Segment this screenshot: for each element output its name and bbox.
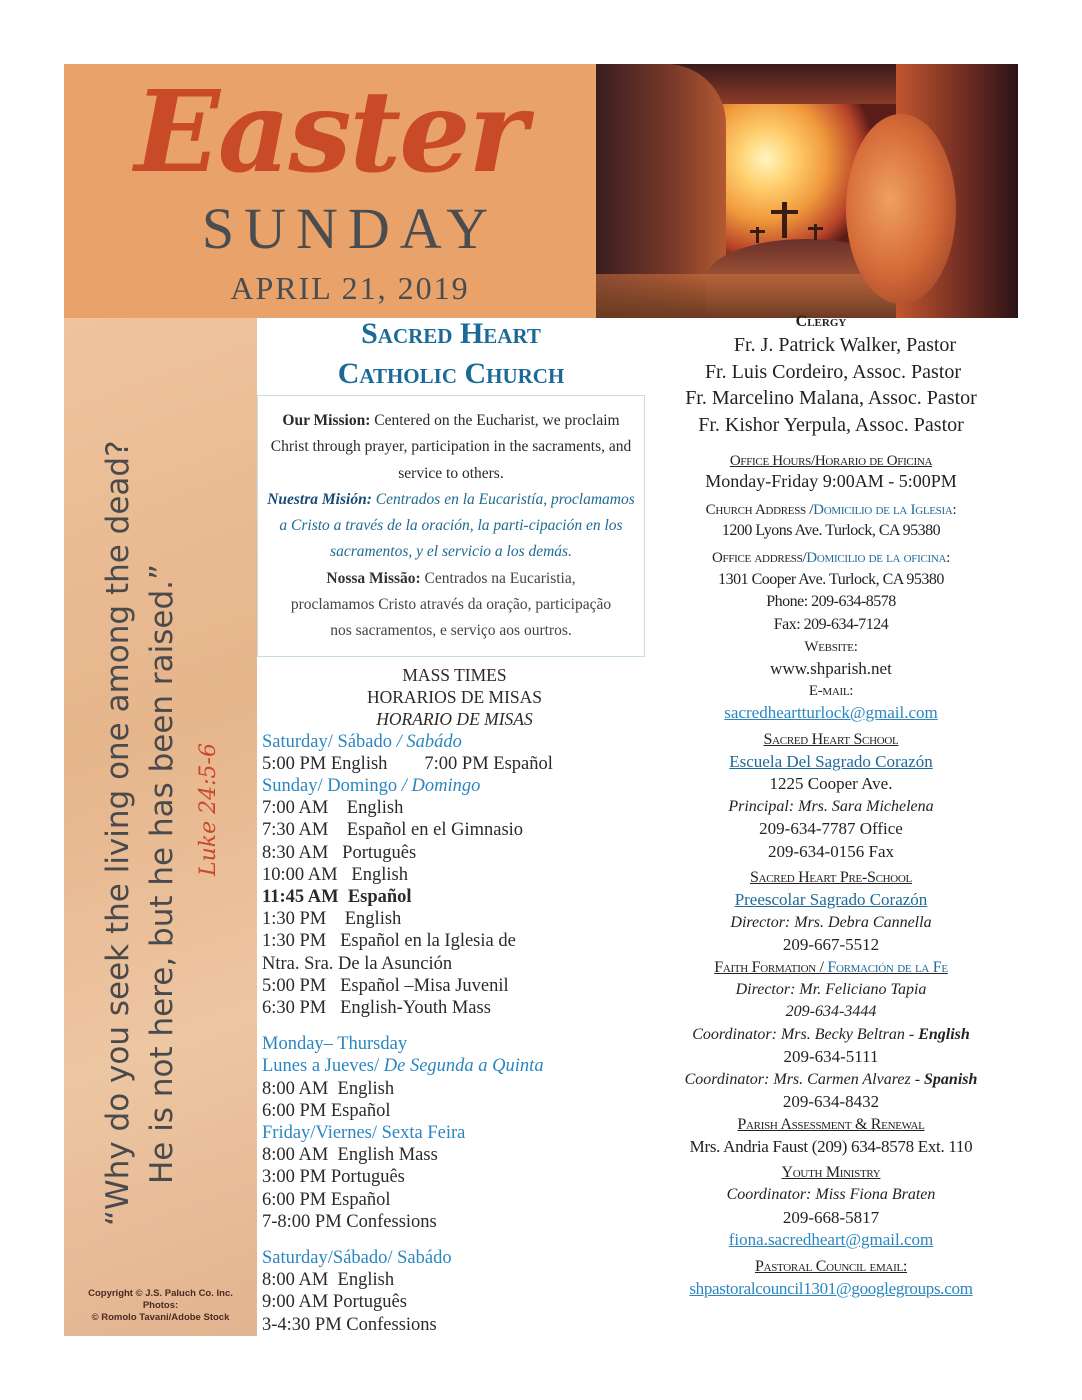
pastoral-council-heading: Pastoral Council email: <box>754 1257 908 1275</box>
clergy-heading: Clergy <box>795 313 847 330</box>
school-heading-es[interactable]: Escuela Del Sagrado Corazón <box>729 751 933 771</box>
school-fax: 209-634-0156 Fax <box>767 841 895 861</box>
scripture-reference: Luke 24:5-6 <box>196 743 221 876</box>
mission-text: Centrados en la Eucaristía, proclamamos a Cristo a través de la oración, la parti-cipación en los sacramentos, y el servicio a los demás. <box>279 490 635 561</box>
copyright-line: Copyright © J.S. Paluch Co. Inc. <box>88 1288 233 1299</box>
day-heading-saturday: Saturday/Sábado/ Sabádo <box>262 1248 452 1269</box>
copyright-notice <box>64 1288 257 1324</box>
mission-text: Centered on the Eucharist, we proclaim Christ through prayer, participation in the sacraments, and service to others. <box>270 412 632 482</box>
mass-row: 6:00 PM Español <box>262 1189 391 1210</box>
mass-times-heading-alt: HORARIO DE MISAS <box>376 709 533 730</box>
mass-row: 9:00 AM Português <box>262 1292 407 1313</box>
day-label-alt: De Segunda a Quinta <box>383 1056 544 1077</box>
mass-row: 10:00 AM English <box>262 864 408 885</box>
coordinator-language: English <box>918 1025 970 1043</box>
school-address: 1225 Cooper Ave. <box>769 774 893 793</box>
preschool-heading: Sacred Heart Pre-School <box>750 869 912 886</box>
mass-row: 7:00 AM English <box>262 798 404 819</box>
mission-text: Centrados na Eucaristia, proclamamos Cristo através da oração, participação nos sacramentos, e serviço aos ourtros. <box>290 569 612 640</box>
coordinator-name: Coordinator: Mrs. Becky Beltran - <box>692 1025 919 1043</box>
mass-row: 3-4:30 PM Confessions <box>262 1314 437 1335</box>
faith-formation-heading <box>655 957 1007 979</box>
church-address: 1200 Lyons Ave. Turlock, CA 95380 <box>721 521 941 539</box>
preschool-heading-es[interactable]: Preescolar Sagrado Corazón <box>734 890 928 909</box>
church-name <box>256 314 646 394</box>
mass-row: 3:00 PM Português <box>262 1167 405 1188</box>
parish-email-link[interactable]: sacredheartturlock@gmail.com <box>724 703 938 722</box>
day-heading-weekday-es <box>262 1055 647 1077</box>
faith-formation-director: Director: Mr. Feliciano Tapia <box>735 980 927 998</box>
title-easter: Easter <box>134 67 526 198</box>
email-heading: E-mail: <box>808 683 854 699</box>
coordinator-spanish-phone: 209-634-8432 <box>782 1092 880 1111</box>
heading-label-es: Domicilio de la Iglesia <box>813 501 953 518</box>
cross-icon <box>771 210 798 214</box>
coordinator-name: Coordinator: Mrs. Carmen Alvarez - <box>684 1070 925 1088</box>
pastoral-council-email-link[interactable]: shpastoralcouncil1301@googlegroups.com <box>689 1278 973 1298</box>
mass-row: 5:00 PM Español –Misa Juvenil <box>262 975 509 996</box>
mass-row: 8:00 AM English <box>262 1078 395 1099</box>
mass-times-heading: MASS TIMES <box>402 665 507 685</box>
clergy-member: Fr. Kishor Yerpula, Assoc. Pastor <box>698 413 964 436</box>
youth-phone: 209-668-5817 <box>782 1207 880 1227</box>
rolled-stone <box>846 114 956 304</box>
day-label: Saturday/ Sábado <box>262 731 397 752</box>
mission-statement-box <box>257 395 645 657</box>
cross-icon <box>782 202 787 238</box>
heading-label-es: Formación de la Fe <box>827 958 948 976</box>
heading-label: Church Address / <box>705 501 814 518</box>
office-address-heading: Office address/Domicilio de la oficina: <box>711 549 951 566</box>
day-label-alt: / Domingo <box>401 776 481 797</box>
clergy-member: Fr. Marcelino Malana, Assoc. Pastor <box>685 387 977 409</box>
empty-tomb-image <box>596 64 1018 318</box>
quote-line-2: He is not here, but he has been raised.” <box>144 563 180 1184</box>
mass-row: Ntra. Sra. De la Asunción <box>262 953 453 974</box>
parish-assessment-heading: Parish Assessment & Renewal <box>737 1115 925 1133</box>
website-link[interactable]: www.shparish.net <box>770 658 892 678</box>
faith-formation-director-phone: 209-634-3444 <box>785 1003 877 1020</box>
mass-row: 8:00 AM English Mass <box>262 1145 438 1166</box>
quote-line-1: “Why do you seek the living one among the dead? <box>100 440 136 1226</box>
coordinator-language: Spanish <box>924 1070 978 1088</box>
preschool-phone: 209-667-5512 <box>782 935 880 954</box>
mass-row: 7-8:00 PM Confessions <box>262 1211 437 1232</box>
office-hours-heading: Office Hours/Horario de Oficina <box>729 453 933 469</box>
office-address: 1301 Cooper Ave. Turlock, CA 95380 <box>718 570 944 588</box>
youth-coordinator: Coordinator: Miss Fiona Braten <box>726 1186 936 1203</box>
mass-row: 5:00 PM English 7:00 PM Español <box>262 753 553 774</box>
heading-label: Office address/ <box>711 549 807 566</box>
heading-label-es: Domicilio de la oficina <box>806 549 947 566</box>
youth-email-link[interactable]: fiona.sacredheart@gmail.com <box>728 1230 934 1249</box>
heading-label: Faith Formation / <box>714 958 828 976</box>
mass-row: 7:30 AM Español en el Gimnasio <box>262 820 524 841</box>
preschool-director: Director: Mrs. Debra Cannella <box>730 913 932 931</box>
copyright-line: © Romolo Tavani/Adobe Stock <box>91 1312 230 1323</box>
office-phone: Phone: 209-634-8578 <box>766 592 896 610</box>
mass-times <box>262 664 647 1336</box>
day-heading-weekday: Monday– Thursday <box>262 1034 408 1055</box>
coordinator-spanish <box>655 1069 1007 1092</box>
mass-row: 1:30 PM English <box>262 909 402 930</box>
day-heading-saturday-vigil <box>262 731 647 753</box>
clergy-member: Fr. Luis Cordeiro, Assoc. Pastor <box>704 360 962 383</box>
day-label: Sunday/ Domingo <box>262 776 402 797</box>
mission-portuguese <box>258 566 644 645</box>
coordinator-english <box>655 1024 1007 1047</box>
school-heading: Sacred Heart School <box>763 730 899 748</box>
youth-ministry-heading: Youth Ministry <box>781 1164 881 1181</box>
clergy-member: Fr. J. Patrick Walker, Pastor <box>733 334 957 356</box>
mass-row: 6:00 PM Español <box>262 1100 391 1121</box>
mission-english <box>258 408 644 487</box>
mass-row: 8:00 AM English <box>262 1270 395 1291</box>
mission-label: Our Mission: <box>282 412 371 429</box>
office-fax: Fax: 209-634-7124 <box>773 615 889 633</box>
day-heading-friday: Friday/Viernes/ Sexta Feira <box>262 1123 466 1144</box>
school-principal: Principal: Mrs. Sara Michelena <box>728 797 934 815</box>
church-name-line-1: Sacred Heart <box>361 317 541 350</box>
church-name-line-2: Catholic Church <box>337 357 565 390</box>
mission-spanish <box>258 487 644 566</box>
mass-row: 1:30 PM Español en la Iglesia de <box>262 931 516 952</box>
parish-assessment-contact: Mrs. Andria Faust (209) 634-8578 Ext. 110 <box>689 1136 973 1156</box>
header-title-panel <box>64 64 596 318</box>
mass-row: 6:30 PM English-Youth Mass <box>262 998 491 1019</box>
mass-times-heading-es: HORARIOS DE MISAS <box>366 687 543 708</box>
day-heading-sunday <box>262 775 647 797</box>
title-sunday: SUNDAY <box>201 196 499 261</box>
scripture-quote <box>96 346 184 1226</box>
mass-row: 8:30 AM Português <box>262 842 417 863</box>
mass-row: 11:45 AM Español <box>262 887 412 908</box>
coordinator-english-phone: 209-634-5111 <box>783 1047 879 1066</box>
mission-label: Nossa Missão: <box>326 569 421 587</box>
copyright-line: Photos: <box>142 1300 179 1311</box>
event-date: APRIL 21, 2019 <box>230 270 470 306</box>
day-label: Lunes a Jueves/ <box>262 1056 384 1077</box>
mission-label: Nuestra Misión: <box>267 490 372 508</box>
cross-icon <box>750 230 765 233</box>
church-address-heading: Church Address /Domicilio de la Iglesia: <box>705 501 957 518</box>
day-label-alt: / Sabádo <box>396 731 462 752</box>
website-heading: Website: <box>804 638 858 655</box>
parish-directory <box>655 312 1007 1300</box>
school-office-phone: 209-634-7787 Office <box>759 819 903 838</box>
office-hours: Monday-Friday 9:00AM - 5:00PM <box>705 471 957 491</box>
cross-icon <box>808 227 823 230</box>
